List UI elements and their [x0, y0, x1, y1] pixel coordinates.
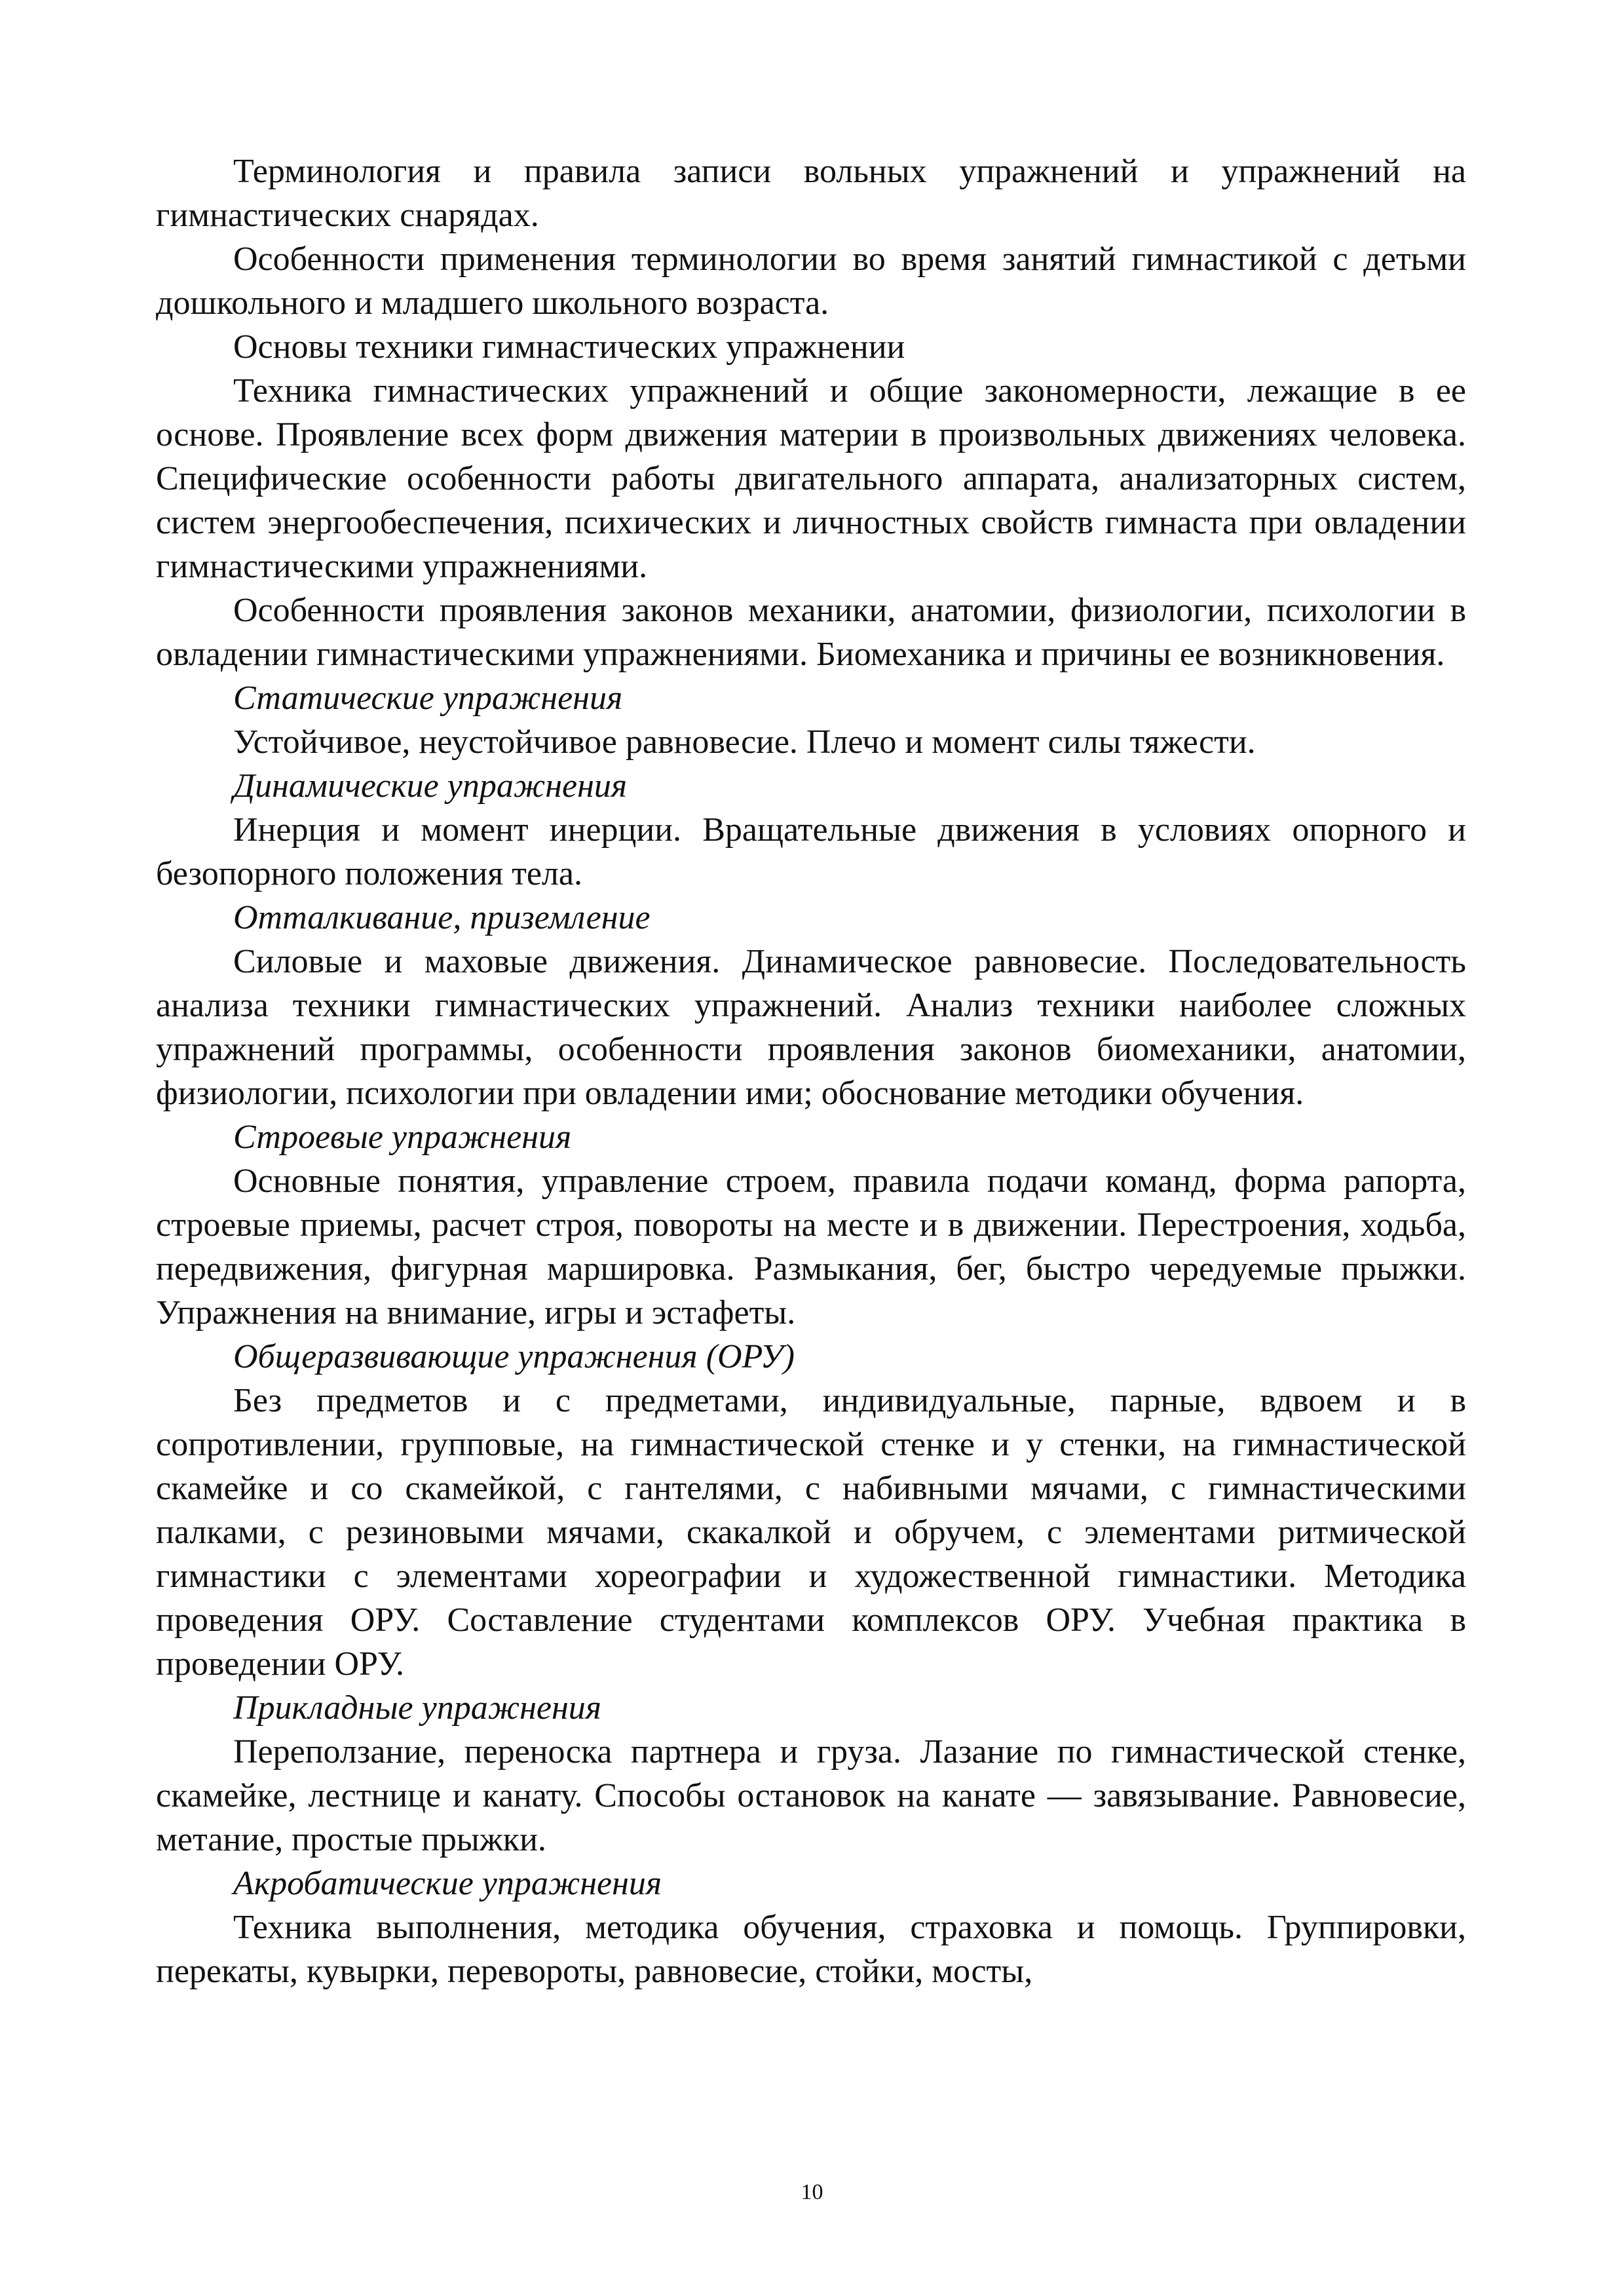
- paragraph: Инерция и момент инерции. Вращательные движения в условиях опорного и безопорного положения тела.: [156, 811, 1466, 892]
- paragraph: Устойчивое, неустойчивое равновесие. Плечо и момент силы тяжести.: [233, 723, 1256, 761]
- subsection-heading: Динамические упражнения: [233, 767, 628, 805]
- paragraph: Без предметов и с предметами, индивидуальные, парные, вдвоем и в сопротивлении, групповые, на гимнастической стенке и у стенки, на гимнастической скамейке и со скамейкой, с гантелями, с набивными мячами, с гимнастическими палками, с резиновыми мячами, скакалкой и обручем, с элементами ритмической гимнастики с элементами хореографии и художественной гимнастики. Методика проведения ОРУ. Составление студентами комплексов ОРУ. Учебная практика в проведении ОРУ.: [156, 1382, 1466, 1683]
- paragraph: Особенности проявления законов механики, анатомии, физиологии, психологии в овладении гимнастическими упражнениями. Биомеханика и причины ее возникновения.: [156, 592, 1466, 673]
- paragraph: Силовые и маховые движения. Динамическое равновесие. Последовательность анализа техники гимнастических упражнений. Анализ техники наиболее сложных упражнений программы, особенности проявления законов биомеханики, анатомии, физиологии, психологии при овладении ими; обоснование методики обучения.: [156, 943, 1466, 1112]
- subsection-heading: Общеразвивающие упражнения (ОРУ): [233, 1338, 795, 1375]
- subsection-heading: Статические упражнения: [233, 679, 623, 717]
- subsection-heading: Акробатические упражнения: [233, 1865, 662, 1902]
- document-page: [156, 149, 1466, 1993]
- subsection-heading: Отталкивание, приземление: [233, 899, 651, 936]
- paragraph: Терминология и правила записи вольных упражнений и упражнений на гимнастических снарядах.: [156, 153, 1466, 234]
- section-heading: Основы техники гимнастических упражнении: [233, 328, 905, 366]
- subsection-heading: Строевые упражнения: [233, 1119, 572, 1156]
- paragraph: Техника выполнения, методика обучения, страховка и помощь. Группировки, перекаты, кувырки, перевороты, равновесие, стойки, мосты,: [156, 1909, 1466, 1990]
- paragraph: Техника гимнастических упражнений и общие закономерности, лежащие в ее основе. Проявление всех форм движения материи в произвольных движениях человека. Специфические особенности работы двигательного аппарата, анализаторных систем, систем энергообеспечения, психических и личностных свойств гимнаста при овладении гимнастическими упражнениями.: [156, 372, 1466, 585]
- paragraph: Переползание, переноска партнера и груза. Лазание по гимнастической стенке, скамейке, лестнице и канату. Способы остановок на канате — завязывание. Равновесие, метание, простые прыжки.: [156, 1733, 1466, 1858]
- subsection-heading: Прикладные упражнения: [233, 1689, 601, 1727]
- paragraph: Основные понятия, управление строем, правила подачи команд, форма рапорта, строевые приемы, расчет строя, повороты на месте и в движении. Перестроения, ходьба, передвижения, фигурная маршировка. Размыкания, бег, быстро чередуемые прыжки. Упражнения на внимание, игры и эстафеты.: [156, 1162, 1466, 1331]
- paragraph: Особенности применения терминологии во время занятий гимнастикой с детьми дошкольного и младшего школьного возраста.: [156, 240, 1466, 322]
- page-number: 10: [801, 2180, 823, 2204]
